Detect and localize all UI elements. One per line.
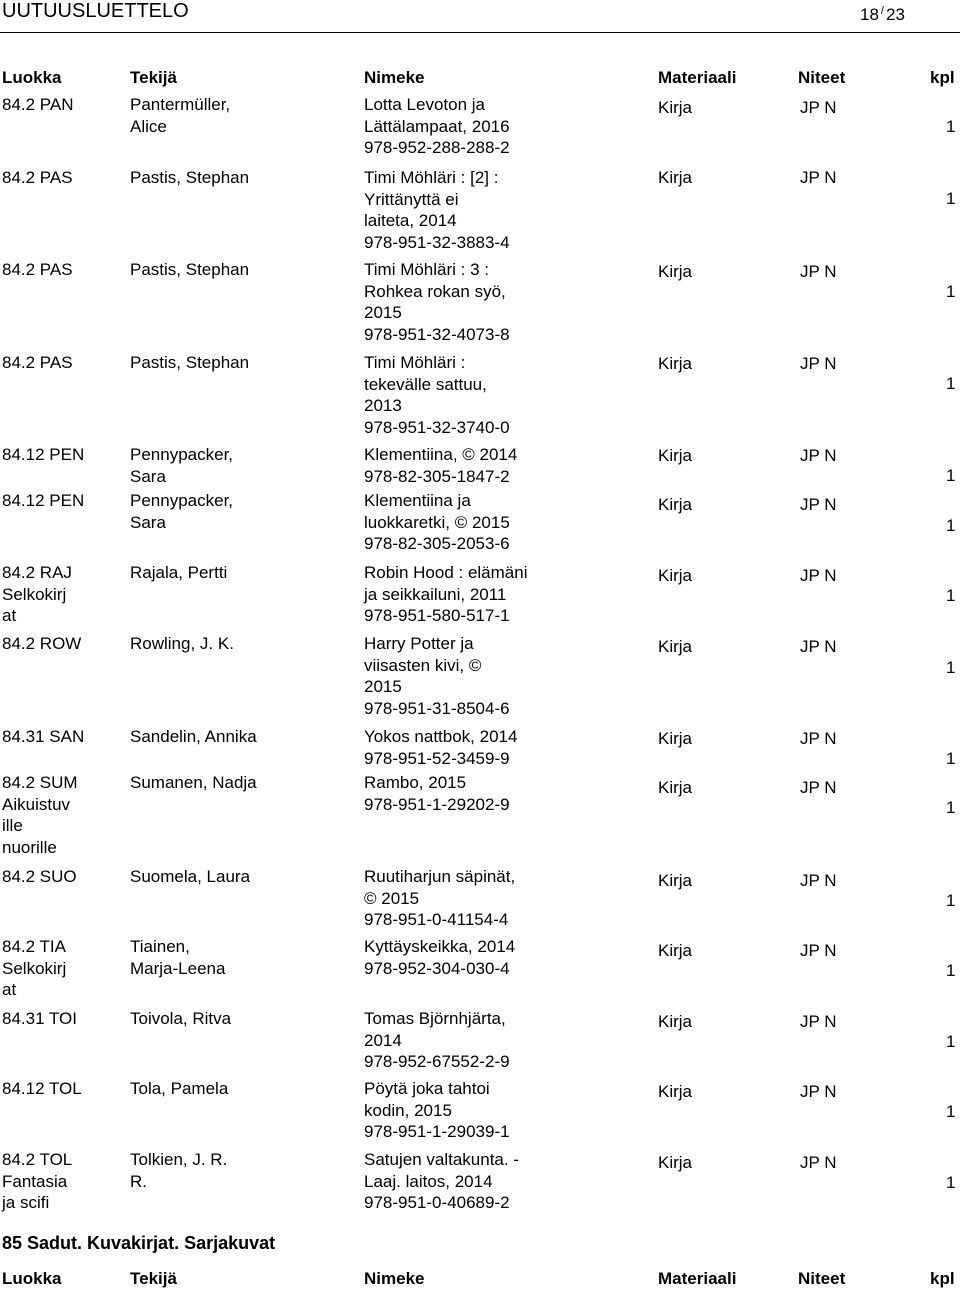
title-entry (364, 1149, 644, 1214)
copies-location: JP N (800, 262, 837, 281)
author-line: Rowling, J. K. (130, 634, 234, 653)
class-code-line: 84.2 RAJ (2, 563, 72, 582)
class-code-line: 84.2 PAS (2, 260, 73, 279)
author-line: Sara (130, 512, 166, 532)
copies-location: JP N (800, 354, 837, 373)
title-entry-line: 978-951-1-29039-1 (364, 1122, 510, 1141)
page-separator: / (880, 5, 884, 17)
copies-location: JP N (800, 168, 837, 187)
copy-count: 1 (946, 586, 956, 605)
author (130, 444, 350, 487)
class-code-line: nuorille (2, 837, 57, 857)
material-type: Kirja (658, 98, 693, 117)
material-type: Kirja (658, 1012, 693, 1031)
title-entry (364, 352, 644, 438)
author-line: Tola, Pamela (130, 1079, 229, 1098)
class-code-line: 84.12 TOL (2, 1079, 82, 1098)
title-entry-line: Timi Möhläri : (364, 353, 466, 372)
title-entry-line: Tomas Björnhjärta, (364, 1009, 506, 1028)
title-entry-line: ja seikkailuni, 2011 (364, 584, 507, 604)
author-line: Toivola, Ritva (130, 1009, 232, 1028)
title-entry (364, 772, 644, 815)
author-line: Sumanen, Nadja (130, 773, 257, 792)
author-line: Alice (130, 116, 167, 136)
header-rule (0, 32, 960, 33)
material-type: Kirja (658, 168, 693, 187)
author (130, 1078, 350, 1100)
title-entry-line: 978-951-580-517-1 (364, 606, 510, 625)
title-entry-line: 978-951-0-41154-4 (364, 910, 509, 929)
title-entry-line: 978-951-0-40689-2 (364, 1193, 510, 1212)
author (130, 1008, 350, 1030)
title-entry-line: Kyttäyskeikka, 2014 (364, 937, 516, 956)
title-entry (364, 866, 644, 931)
title-entry-line: Rambo, 2015 (364, 773, 467, 792)
material-type: Kirja (658, 637, 693, 656)
class-code (2, 444, 122, 466)
author (130, 772, 350, 794)
copy-count: 1 (946, 798, 956, 817)
title-entry (364, 1008, 644, 1073)
title-entry-line: © 2015 (364, 888, 420, 908)
title-entry-line: 978-952-67552-2-9 (364, 1052, 510, 1071)
copies-location: JP N (800, 495, 837, 514)
class-code-line: Selkokirj (2, 584, 67, 604)
title-entry-line: Timi Möhläri : 3 : (364, 260, 490, 279)
title-entry (364, 167, 644, 253)
author-line: Suomela, Laura (130, 867, 251, 886)
author-line: Pastis, Stephan (130, 260, 250, 279)
title-entry-line: 978-951-32-3883-4 (364, 232, 510, 252)
title-entry (364, 1078, 644, 1143)
title-entry-line: laiteta, 2014 (364, 211, 457, 230)
title-entry-line: 2013 (364, 396, 402, 415)
material-type: Kirja (658, 566, 693, 585)
material-type: Kirja (658, 871, 693, 890)
class-code (2, 1008, 122, 1030)
page-total: 23 (885, 5, 905, 24)
class-code (2, 167, 122, 189)
copy-count: 1 (946, 117, 956, 136)
author (130, 936, 350, 979)
title-entry-line: 978-952-304-030-4 (364, 958, 510, 978)
class-code-line: ille (2, 816, 23, 835)
class-code-line: Fantasia (2, 1171, 68, 1191)
author-line: Tiainen, (130, 937, 190, 956)
title-entry-line: Laaj. laitos, 2014 (364, 1171, 493, 1191)
title-entry-line: 978-951-31-8504-6 (364, 698, 510, 718)
section-heading: 85 Sadut. Kuvakirjat. Sarjakuvat (2, 1233, 276, 1253)
title-entry (364, 562, 644, 627)
class-code (2, 94, 122, 116)
copies-location: JP N (800, 566, 837, 585)
class-code-line: Aikuistuv (2, 794, 71, 814)
class-code-line: 84.2 PAS (2, 168, 73, 187)
class-code-line: 84.2 TIA (2, 937, 66, 956)
author-line: Pennypacker, (130, 491, 234, 510)
title-entry-line: viisasten kivi, © (364, 655, 482, 675)
title-entry-line: tekevälle sattuu, (364, 374, 487, 394)
copies-location: JP N (800, 1082, 837, 1101)
title-entry-line: Harry Potter ja (364, 634, 474, 653)
class-code-line: 84.2 SUM (2, 773, 78, 792)
title-entry-line: Yrittänyttä ei (364, 189, 459, 209)
class-code (2, 562, 122, 627)
class-code (2, 633, 122, 655)
class-code-line: 84.2 PAN (2, 95, 74, 114)
author-line: Rajala, Pertti (130, 563, 228, 582)
title-entry (364, 444, 644, 487)
author (130, 562, 350, 584)
copies-location: JP N (800, 446, 837, 465)
class-code-line: ja scifi (2, 1193, 50, 1212)
page-number (860, 0, 905, 26)
author (130, 726, 350, 748)
copy-count: 1 (946, 466, 956, 485)
title-entry-line: Ruutiharjun säpinät, (364, 867, 516, 886)
title-entry-line: 978-82-305-2053-6 (364, 534, 510, 553)
column-header-kpl: kpl (930, 1269, 955, 1288)
author-line: Pantermüller, (130, 95, 231, 114)
title-entry-line: Timi Möhläri : [2] : (364, 168, 499, 187)
title-entry (364, 726, 644, 769)
page-current: 18 (860, 5, 879, 24)
author-line: Marja-Leena (130, 958, 226, 978)
author-line: Sara (130, 466, 166, 486)
copy-count: 1 (946, 891, 956, 910)
column-header-materiaali: Materiaali (658, 68, 737, 87)
class-code (2, 866, 122, 888)
column-header-materiaali: Materiaali (658, 1269, 737, 1288)
class-code-line: Selkokirj (2, 958, 67, 978)
column-header-kpl: kpl (930, 68, 955, 87)
title-entry-line: Pöytä joka tahtoi (364, 1079, 490, 1098)
author (130, 352, 350, 374)
class-code-line: at (2, 606, 17, 625)
copy-count: 1 (946, 1032, 956, 1051)
author (130, 1149, 350, 1192)
title-entry-line: Rohkea rokan syö, (364, 281, 506, 301)
author-line: Sandelin, Annika (130, 727, 257, 746)
column-header-luokka: Luokka (2, 68, 62, 87)
copy-count: 1 (946, 1102, 956, 1121)
author (130, 167, 350, 189)
author-line: Pastis, Stephan (130, 168, 250, 187)
column-header-tekija: Tekijä (130, 1269, 177, 1288)
title-entry-line: 978-951-1-29202-9 (364, 794, 510, 814)
class-code (2, 259, 122, 281)
title-entry-line: 2014 (364, 1030, 402, 1050)
material-type: Kirja (658, 1082, 693, 1101)
column-header-niteet: Niteet (798, 68, 846, 87)
class-code-line: 84.2 ROW (2, 634, 82, 653)
material-type: Kirja (658, 495, 693, 514)
title-entry (364, 633, 644, 719)
title-entry-line: 2015 (364, 677, 402, 696)
column-header-nimeke: Nimeke (364, 68, 425, 87)
title-entry (364, 490, 644, 555)
title-entry-line: Lättälampaat, 2016 (364, 116, 510, 136)
title-entry-line: luokkaretki, © 2015 (364, 512, 510, 532)
copy-count: 1 (946, 658, 956, 677)
copies-location: JP N (800, 1012, 837, 1031)
title-entry (364, 936, 644, 979)
title-entry-line: 978-951-32-3740-0 (364, 417, 510, 437)
title-entry-line: Lotta Levoton ja (364, 95, 485, 114)
material-type: Kirja (658, 262, 693, 281)
class-code-line: 84.12 PEN (2, 491, 85, 510)
author-line: Tolkien, J. R. (130, 1150, 228, 1169)
material-type: Kirja (658, 354, 693, 373)
material-type: Kirja (658, 941, 693, 960)
class-code-line: 84.2 TOL (2, 1150, 73, 1169)
material-type: Kirja (658, 1153, 693, 1172)
copy-count: 1 (946, 374, 956, 393)
class-code-line: 84.31 TOI (2, 1009, 77, 1028)
title-entry-line: kodin, 2015 (364, 1100, 452, 1120)
column-header-niteet: Niteet (798, 1269, 846, 1288)
title-entry-line: 978-951-32-4073-8 (364, 324, 510, 344)
author (130, 94, 350, 137)
copies-location: JP N (800, 729, 837, 748)
title-entry-line: 978-951-52-3459-9 (364, 748, 510, 768)
copies-location: JP N (800, 778, 837, 797)
class-code (2, 352, 122, 374)
title-entry-line: Robin Hood : elämäni (364, 563, 528, 582)
author-line: Pennypacker, (130, 445, 234, 464)
material-type: Kirja (658, 446, 693, 465)
copy-count: 1 (946, 1173, 956, 1192)
copy-count: 1 (946, 749, 956, 768)
column-header-luokka: Luokka (2, 1269, 62, 1288)
author-line: Pastis, Stephan (130, 353, 250, 372)
class-code-line: 84.12 PEN (2, 445, 85, 464)
copy-count: 1 (946, 189, 956, 208)
class-code (2, 726, 122, 748)
author (130, 866, 350, 888)
copies-location: JP N (800, 637, 837, 656)
copy-count: 1 (946, 961, 956, 980)
copies-location: JP N (800, 871, 837, 890)
title-entry (364, 259, 644, 345)
copies-location: JP N (800, 941, 837, 960)
class-code-line: 84.31 SAN (2, 727, 85, 746)
class-code-line: at (2, 980, 17, 999)
material-type: Kirja (658, 729, 693, 748)
class-code (2, 490, 122, 512)
class-code-line: 84.2 SUO (2, 867, 77, 886)
title-entry-line: Klementiina ja (364, 491, 471, 510)
title-entry-line: Satujen valtakunta. - (364, 1150, 519, 1169)
copy-count: 1 (946, 282, 956, 301)
title-entry (364, 94, 644, 159)
material-type: Kirja (658, 778, 693, 797)
column-header-tekija: Tekijä (130, 68, 177, 87)
author (130, 633, 350, 655)
class-code (2, 772, 122, 858)
title-entry-line: Yokos nattbok, 2014 (364, 727, 518, 746)
title-entry-line: 978-952-288-288-2 (364, 138, 510, 157)
class-code (2, 1078, 122, 1100)
title-entry-line: Klementiina, © 2014 (364, 445, 518, 464)
author (130, 490, 350, 533)
class-code (2, 1149, 122, 1214)
page-title: UUTUUSLUETTELO (2, 0, 189, 22)
copy-count: 1 (946, 516, 956, 535)
class-code (2, 936, 122, 1001)
copies-location: JP N (800, 98, 837, 117)
class-code-line: 84.2 PAS (2, 353, 73, 372)
column-header-nimeke: Nimeke (364, 1269, 425, 1288)
title-entry-line: 978-82-305-1847-2 (364, 466, 510, 486)
copies-location: JP N (800, 1153, 837, 1172)
title-entry-line: 2015 (364, 303, 402, 322)
author (130, 259, 350, 281)
author-line: R. (130, 1171, 147, 1191)
